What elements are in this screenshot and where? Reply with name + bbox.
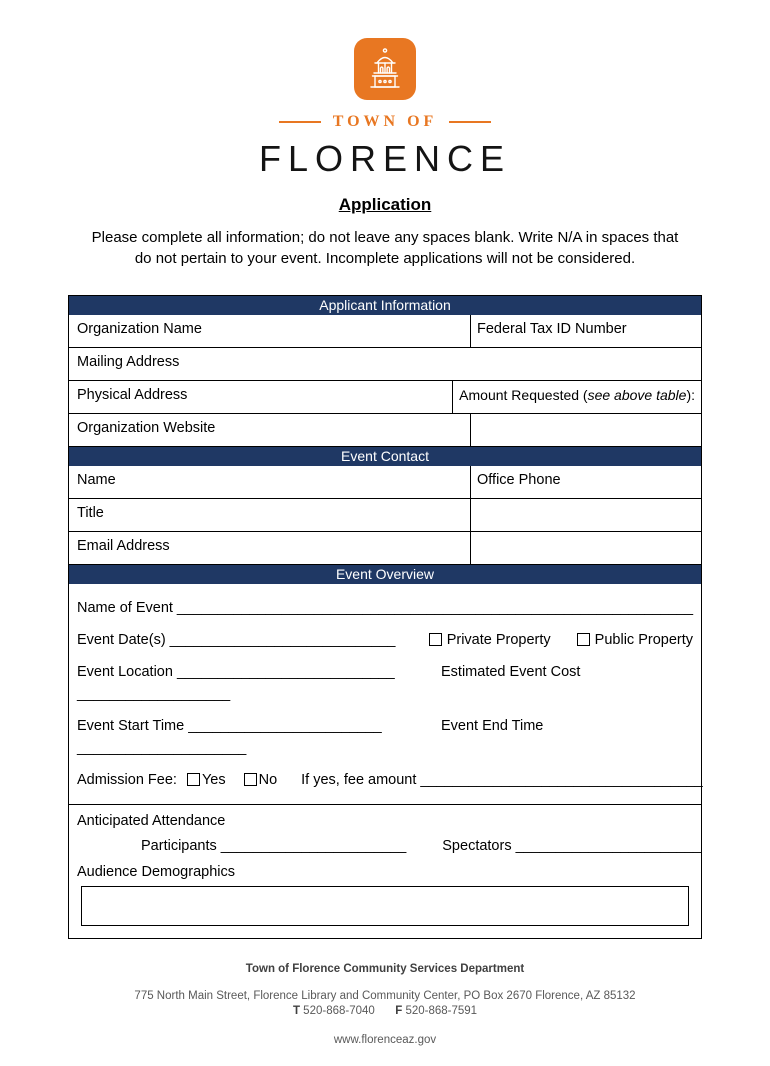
intro-paragraph: Please complete all information; do not leave any spaces blank. Write N/A in spaces that do not pertain to your event. Incomplete applications will not be considered.: [91, 229, 679, 267]
brand-header: [0, 38, 770, 180]
audience-demographics-textbox[interactable]: [81, 886, 689, 926]
section-header-event-contact: Event Contact: [69, 447, 701, 466]
fee-amount-field: If yes, fee amount ___________________________________: [301, 772, 703, 788]
audience-demographics-label: Audience Demographics: [77, 864, 235, 880]
footer-phone-label: T: [292, 1005, 300, 1017]
amount-requested-label-suffix: ):: [686, 387, 695, 403]
page-footer: [0, 963, 770, 1066]
event-location-row: [77, 664, 693, 680]
private-property-label: Private Property: [446, 632, 551, 648]
event-start-time-field: Event Start Time ________________________: [77, 718, 382, 734]
row-physical-address-amount: [69, 381, 701, 414]
event-location-continuation-line: ___________________: [77, 686, 231, 702]
contact-email-field[interactable]: Email Address: [69, 532, 471, 564]
contact-title-blank-cell[interactable]: [471, 499, 701, 531]
section-header-applicant-information: Applicant Information: [69, 296, 701, 315]
footer-fax-label: F: [395, 1005, 403, 1017]
footer-department: Town of Florence Community Services Department: [245, 963, 525, 975]
row-contact-email: [69, 532, 701, 565]
footer-fax-value: 520-868-7591: [405, 1005, 478, 1017]
admission-fee-label: Admission Fee:: [77, 772, 177, 788]
public-property-checkbox[interactable]: [577, 633, 590, 646]
federal-tax-id-field[interactable]: Federal Tax ID Number: [477, 321, 627, 337]
spectators-field: Spectators _______________________: [442, 838, 702, 854]
private-property-option: [429, 632, 551, 648]
section-header-event-overview: Event Overview: [69, 565, 701, 584]
brand-town-of: [0, 113, 770, 131]
brand-name: FLORENCE: [258, 138, 512, 179]
event-location-field: Event Location ___________________________: [77, 664, 395, 680]
admission-fee-yes-checkbox[interactable]: [187, 773, 200, 786]
participants-field: Participants _______________________: [141, 838, 407, 854]
office-phone-field[interactable]: Office Phone: [477, 472, 561, 488]
row-contact-title: [69, 499, 701, 532]
amount-requested-blank-cell[interactable]: [471, 414, 701, 446]
event-overview-section: [69, 584, 701, 805]
event-dates-row: [77, 632, 693, 648]
footer-website: www.florenceaz.gov: [333, 1034, 437, 1046]
amount-requested-label-prefix: Amount Requested (: [459, 387, 588, 403]
organization-website-field[interactable]: Organization Website: [69, 414, 471, 446]
mailing-address-field[interactable]: Mailing Address: [77, 354, 180, 370]
anticipated-attendance-title: Anticipated Attendance: [77, 813, 226, 829]
anticipated-attendance-section: [69, 805, 701, 938]
page-title: Application: [338, 195, 432, 214]
amount-requested-label-italic: see above table: [587, 387, 687, 403]
public-property-option: [577, 632, 693, 648]
contact-name-field[interactable]: Name: [69, 466, 471, 498]
row-organization-federal-tax: [69, 315, 701, 348]
event-dates-field: Event Date(s) ____________________________: [77, 632, 396, 648]
row-organization-website: [69, 414, 701, 447]
name-of-event-field: Name of Event ________________________________________________________________: [77, 600, 694, 616]
admission-fee-yes-label: Yes: [201, 772, 226, 788]
amount-requested-field[interactable]: [453, 381, 701, 413]
brand-dash-left: [279, 121, 321, 123]
admission-fee-no-label: No: [258, 772, 278, 788]
admission-fee-yes-option: [187, 772, 226, 788]
admission-fee-row: [77, 772, 703, 788]
estimated-event-cost-label: Estimated Event Cost: [441, 664, 581, 680]
footer-address: 775 North Main Street, Florence Library and Community Center, PO Box 2670 Florence, AZ 85132: [134, 990, 636, 1002]
physical-address-field[interactable]: Physical Address: [69, 381, 453, 413]
row-mailing-address: [69, 348, 701, 381]
application-form-table: [68, 295, 702, 939]
contact-email-blank-cell[interactable]: [471, 532, 701, 564]
brand-town-of-text: TOWN OF: [332, 113, 438, 130]
footer-phone-fax: [0, 1005, 770, 1017]
event-end-time-label: Event End Time: [441, 718, 544, 734]
footer-phone-value: 520-868-7040: [303, 1005, 375, 1017]
brand-dash-right: [449, 121, 491, 123]
private-property-checkbox[interactable]: [429, 633, 442, 646]
town-of-florence-logo-icon: [354, 38, 416, 100]
admission-fee-no-checkbox[interactable]: [244, 773, 257, 786]
event-start-continuation-line: _____________________: [77, 740, 247, 756]
admission-fee-no-option: [244, 772, 278, 788]
row-contact-name-phone: [69, 466, 701, 499]
public-property-label: Public Property: [594, 632, 693, 648]
attendance-counts-row: [77, 838, 702, 854]
contact-title-field[interactable]: Title: [69, 499, 471, 531]
event-start-time-row: [77, 718, 693, 734]
organization-name-field[interactable]: Organization Name: [69, 315, 471, 347]
